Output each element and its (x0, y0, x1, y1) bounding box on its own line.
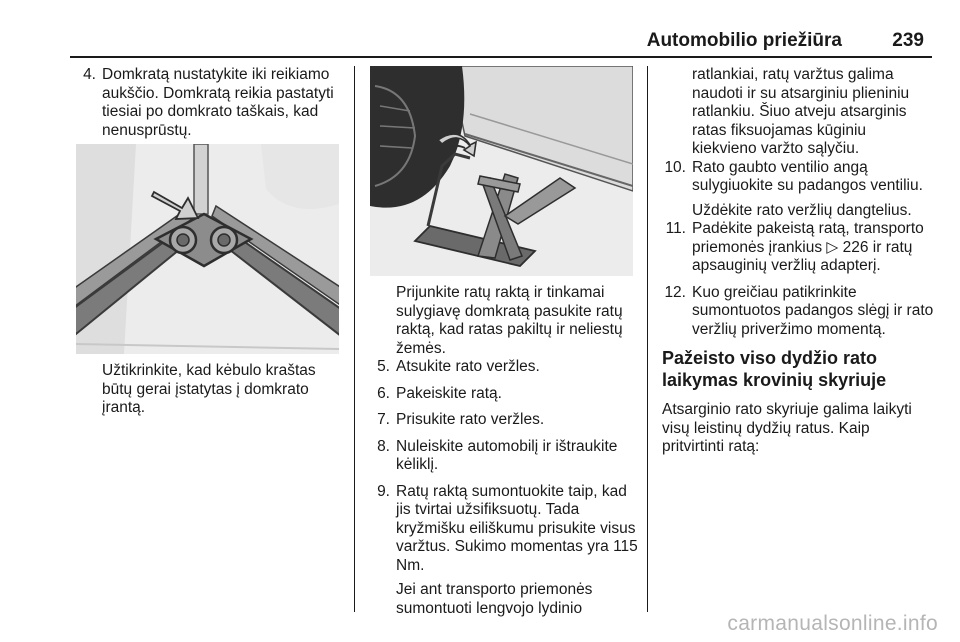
step-text: Rato gaubto ventilio angą sulygiuokite su padangos ventiliu. (692, 158, 923, 194)
car-jack-illustration (370, 66, 633, 276)
figure-caption: Prijunkite ratų raktą ir tinkamai sulygiavę domkratą pasukite ratų raktą, kad ratas pakiltų ir neliestų žemės. (396, 284, 623, 357)
step-text: Prisukite rato veržles. (396, 411, 545, 428)
column-2 (370, 284, 638, 618)
page-ref-icon[interactable]: ▷ (826, 238, 839, 256)
step-text-part: Padėkite pakeistą ratą, transporto priemonės įrankius (692, 220, 924, 256)
step-5 (370, 358, 638, 377)
step-number: 8. (377, 437, 390, 455)
step-number: 12. (664, 283, 686, 301)
step-number: 6. (377, 384, 390, 402)
step-6 (370, 385, 638, 404)
step-12 (662, 284, 934, 340)
step-4 (76, 66, 344, 140)
step-11 (662, 220, 934, 276)
column-1-caption (102, 362, 342, 418)
step-text-part: 226 ir ratų apsauginių veržlių adapterį. (692, 238, 913, 274)
step-10 (662, 159, 934, 196)
column-divider-right (647, 66, 648, 612)
step-text: Ratų raktą sumontuokite taip, kad jis tvirtai užsifiksuotų. Tada kryžmišku eiliškumu prisukite visus varžtus. Sukimo momentas yra 115 Nm. (396, 482, 638, 574)
page-number: 239 (892, 30, 924, 51)
figure-caption: Užtikrinkite, kad kėbulo kraštas būtų gerai įstatytas į domkrato įrantą. (102, 362, 316, 416)
page-header (70, 8, 932, 52)
step-text: Nuleiskite automobilį ir ištraukite kėliklį. (396, 437, 618, 473)
step-text: Pakeiskite ratą. (396, 384, 502, 402)
step-number: 10. (664, 158, 686, 176)
step-text (692, 220, 934, 276)
step-8 (370, 438, 638, 475)
step-text: Atsukite rato veržles. (396, 358, 540, 375)
column-1 (76, 66, 344, 148)
section-body: Atsarginio rato skyriuje galima laikyti visų leistinų dydžių ratus. Kaip pritvirtinti ratą: (662, 401, 912, 455)
section-heading: Pažeisto viso dydžio rato laikymas krovinių skyriuje (662, 348, 887, 390)
step-9-continued: ratlankiai, ratų varžtus galima naudoti ir su atsarginiu plieniniu ratlankiu. Šiuo atveju atsarginis ratas fiksuojamas kūginiu kiekvieno varžto sąlyčiu. (692, 66, 910, 157)
column-3 (662, 66, 934, 457)
step-number: 7. (377, 411, 390, 428)
watermark: carmanualsonline.info (727, 612, 938, 635)
step-number: 5. (377, 358, 390, 375)
step-9 (370, 483, 638, 576)
jack-detail-illustration (76, 144, 339, 354)
header-rule (70, 56, 932, 58)
column-divider-left (354, 66, 355, 612)
step-number: 4. (83, 66, 96, 83)
step-text: Domkratą nustatykite iki reikiamo aukščio. Domkratą reikia pastatyti tiesiai po domkrato taškais, kad nenusprūstų. (102, 66, 334, 139)
step-10-note: Uždėkite rato veržlių dangtelius. (692, 201, 912, 219)
step-9-note: Jei ant transporto priemonės sumontuoti lengvojo lydinio (396, 581, 593, 617)
step-7 (370, 411, 638, 430)
section-title: Automobilio priežiūra (646, 30, 842, 51)
step-number: 9. (377, 482, 390, 500)
step-text: Kuo greičiau patikrinkite sumontuotos padangos slėgį ir rato veržlių priveržimo momentą. (692, 283, 934, 338)
step-number: 11. (665, 220, 686, 237)
